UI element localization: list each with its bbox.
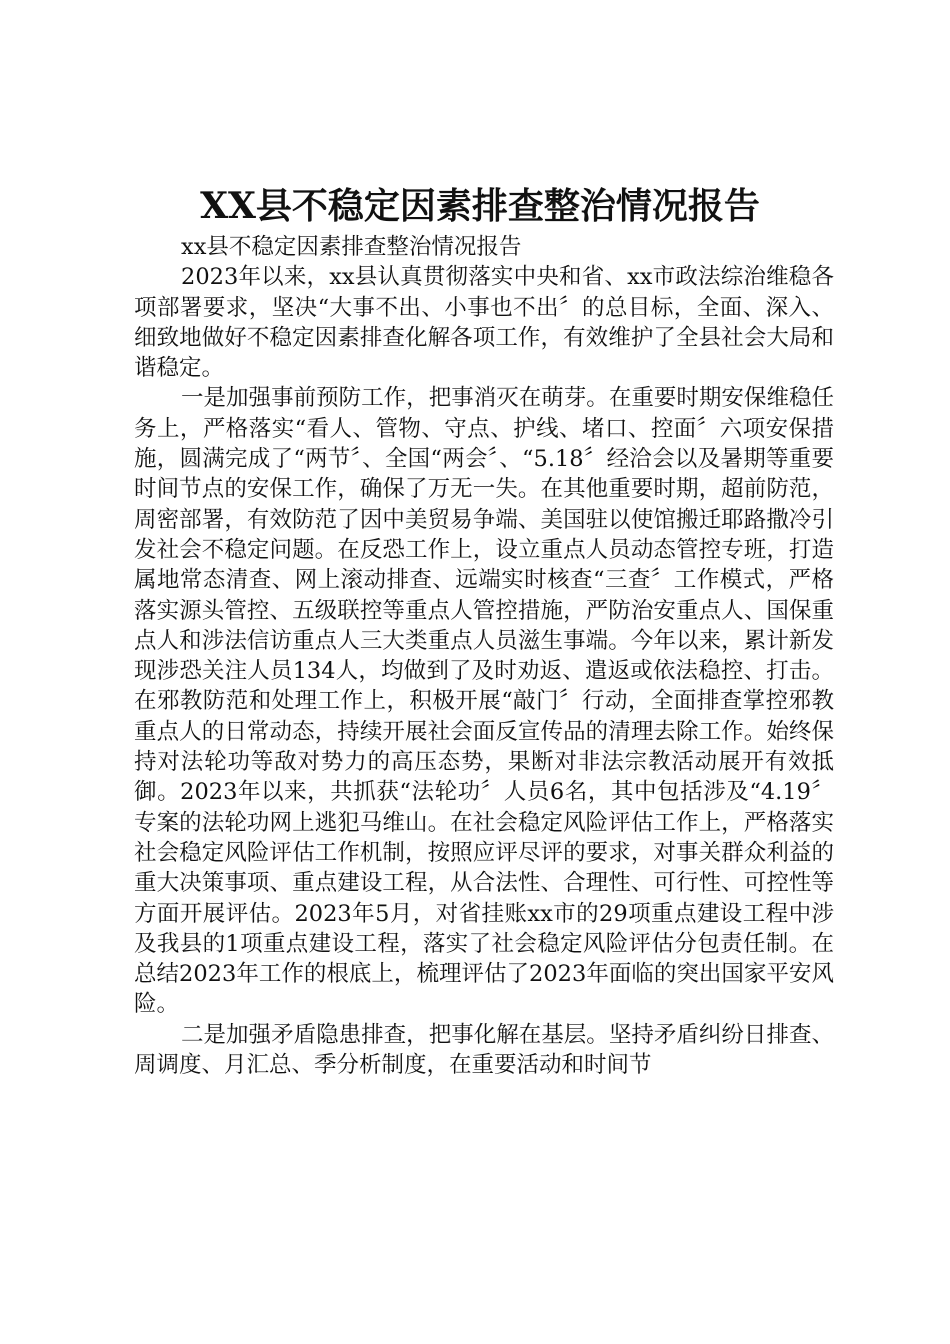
document-title: XX县不稳定因素排查整治情况报告 (200, 185, 760, 227)
document-body (134, 232, 834, 1080)
paragraph-prevention: 一是加强事前预防工作，把事消灭在萌芽。在重要时期安保维稳任务上，严格落实“看人、管物、守点、护线、堵口、控面〞六项安保措施，圆满完成了“两节〞、全国“两会〞、“5.18〞经洽会以及暑期等重要时间节点的安保工作，确保了万无一失。在其他重要时期，超前防范，周密部署，有效防范了因中美贸易争端、美国驻以使馆搬迁耶路撒冷引发社会不稳定问题。在反恐工作上，设立重点人员动态管控专班，打造属地常态清查、网上滚动排查、远端实时核查“三查〞工作模式，严格落实源头管控、五级联控等重点人管控措施，严防治安重点人、国保重点人和涉法信访重点人三大类重点人员滋生事端。今年以来，累计新发现涉恐关注人员134人，均做到了及时劝返、遣返或依法稳控、打击。在邪教防范和处理工作上，积极开展“敲门〞行动，全面排查掌控邪教重点人的日常动态，持续开展社会面反宣传品的清理去除工作。始终保持对法轮功等敌对势力的高压态势，果断对非法宗教活动展开有效抵御。2023年以来，共抓获“法轮功〞人员6名，其中包括涉及“4.19〞专案的法轮功网上逃犯马维山。在社会稳定风险评估工作上，严格落实社会稳定风险评估工作机制，按照应评尽评的要求，对事关群众利益的重大决策事项、重点建设工程，从合法性、合理性、可行性、可控性等方面开展评估。2023年5月，对省挂账xx市的29项重点建设工程中涉及我县的1项重点建设工程，落实了社会稳定风险评估分包责任制。在总结2023年工作的根底上，梳理评估了2023年面临的突出国家平安风险。 (134, 385, 834, 1018)
paragraph-investigation: 二是加强矛盾隐患排查，把事化解在基层。坚持矛盾纠纷日排查、周调度、月汇总、季分析制度，在重要活动和时间节 (134, 1021, 834, 1079)
paragraph-subtitle: xx县不稳定因素排查整治情况报告 (181, 234, 522, 260)
paragraph-intro: 2023年以来，xx县认真贯彻落实中央和省、xx市政法综治维稳各项部署要求，坚决“大事不出、小事也不出〞的总目标，全面、深入、细致地做好不稳定因素排查化解各项工作，有效维护了全县社会大局和谐稳定。 (134, 264, 834, 382)
